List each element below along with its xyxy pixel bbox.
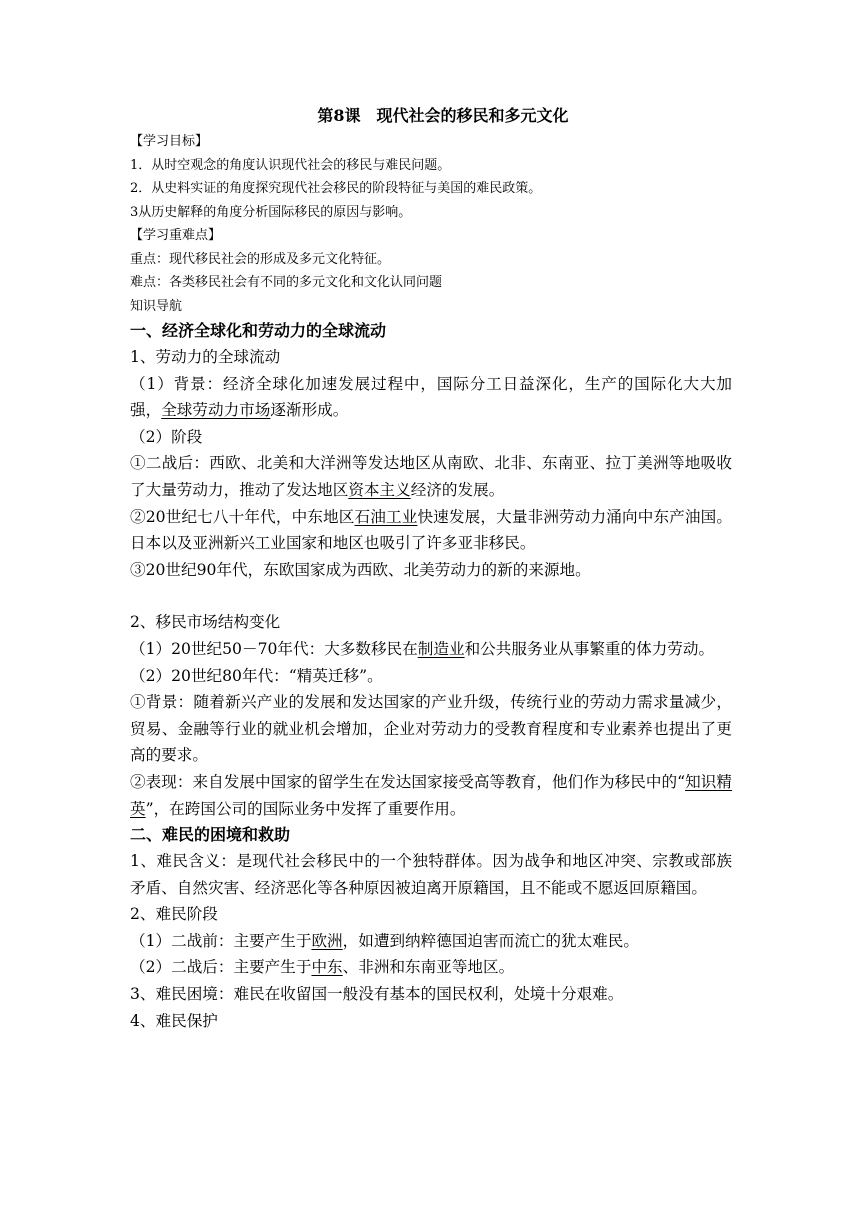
refugee-stage-1: [130, 928, 732, 955]
objective-item-1: 1．从时空观念的角度认识现代社会的移民与难民问题。: [130, 157, 451, 173]
stage-2-text: ②20世纪七八十年代，中东地区: [130, 507, 355, 526]
manifestation-text-end: ”，在跨国公司的国际业务中发挥了重要作用。: [145, 799, 466, 818]
stage-3-paragraph: ③20世纪90年代，东欧国家成为西欧、北美劳动力的新的来源地。: [130, 560, 591, 579]
knowledge-elite-term: 知识精英: [130, 772, 732, 818]
knowledge-nav-label: 知识导航: [130, 298, 183, 314]
stage-2-paragraph: [130, 504, 732, 557]
refugee-stage-2: [130, 954, 732, 981]
manifestation-text: ②表现：来自发展中国家的留学生在发达国家接受高等教育，他们作为移民中的“: [130, 772, 686, 791]
market-change-1-paragraph: [130, 636, 732, 663]
capitalism-term: 资本主义: [348, 480, 411, 499]
market-change-1-text-end: 和公共服务业从事繁重的体力劳动。: [464, 639, 715, 658]
keypoints-focus: 重点：现代移民社会的形成及多元文化特征。: [130, 251, 391, 267]
europe-term: 欧洲: [311, 931, 343, 950]
elite-migration-manifestation: [130, 769, 732, 822]
refugee-definition: 1、难民含义：是现代社会移民中的一个独特群体。因为战争和地区冲突、宗教或部族矛盾、自然灾害、经济恶化等各种原因被迫离开原籍国，且不能或不愿返回原籍国。: [130, 852, 732, 897]
stage-1-text-end: 经济的发展。: [410, 480, 505, 499]
market-change-2-paragraph: （2）20世纪80年代：“精英迁移”。: [130, 666, 383, 685]
refugee-stage-2-text-end: 、非洲和东南亚等地区。: [342, 958, 515, 977]
stage-heading: （2）阶段: [130, 427, 203, 446]
refugee-stage-heading: 2、难民阶段: [130, 905, 218, 924]
oil-industry-term: 石油工业: [354, 507, 418, 526]
keypoints-difficulty: 难点：各类移民社会有不同的多元文化和文化认同问题: [130, 275, 443, 290]
background-paragraph: [130, 371, 732, 424]
page-title: 第8课 现代社会的移民和多元文化: [317, 106, 569, 125]
section1-sub1-heading: 1、劳动力的全球流动: [130, 348, 281, 366]
section2-heading: 二、难民的困境和救助: [130, 825, 291, 845]
refugee-stage-1-text: （1）二战前：主要产生于: [130, 931, 312, 950]
objectives-heading: 【学习目标】: [130, 134, 209, 149]
stage-1-paragraph: [130, 450, 732, 503]
section1-heading: 一、经济全球化和劳动力的全球流动: [130, 321, 387, 340]
refugee-stage-1-text-end: ，如遭到纳粹德国迫害而流亡的犹太难民。: [342, 931, 639, 950]
section1-sub2-heading: 2、移民市场结构变化: [130, 613, 281, 632]
stage-1-text: ①二战后：西欧、北美和大洋洲等发达地区从南欧、北非、东南亚、拉丁美洲等地吸收了大量劳动力，推动了发达地区: [130, 454, 732, 499]
objective-item-2: 2．从史料实证的角度探究现代社会移民的阶段特征与美国的难民政策。: [130, 181, 542, 196]
elite-migration-background: ①背景：随着新兴产业的发展和发达国家的产业升级，传统行业的劳动力需求量减少，贸易、金融等行业的就业机会增加，企业对劳动力的受教育程度和专业素养也提出了更高的要求。: [130, 693, 732, 765]
document-page: [130, 100, 732, 1034]
refugee-stage-2-text: （2）二战后：主要产生于: [130, 958, 312, 977]
market-change-1-text: （1）20世纪50－70年代：大多数移民在: [130, 639, 418, 658]
keypoints-heading: 【学习重难点】: [130, 228, 222, 243]
refugee-protection-heading: 4、难民保护: [130, 1011, 218, 1030]
stage-2-text-end: 快速发展，大量非洲劳动力涌向中东产油国。日本以及亚洲新兴工业国家和地区也吸引了许多亚非移民。: [130, 507, 732, 553]
objective-item-3: 3从历史解释的角度分析国际移民的原因与影响。: [130, 204, 412, 220]
manufacturing-term: 制造业: [417, 639, 465, 658]
refugee-plight: 3、难民困境：难民在收留国一般没有基本的国民权利，处境十分艰难。: [130, 985, 624, 1004]
background-text-end: 逐渐形成。: [270, 401, 349, 420]
blank-line: [130, 583, 732, 609]
background-text: （1）背景：经济全球化加速发展过程中，国际分工日益深化，生产的国际化大大加强，: [130, 374, 732, 420]
middle-east-term: 中东: [311, 958, 343, 977]
global-labor-market-term: 全球劳动力市场: [161, 401, 271, 420]
